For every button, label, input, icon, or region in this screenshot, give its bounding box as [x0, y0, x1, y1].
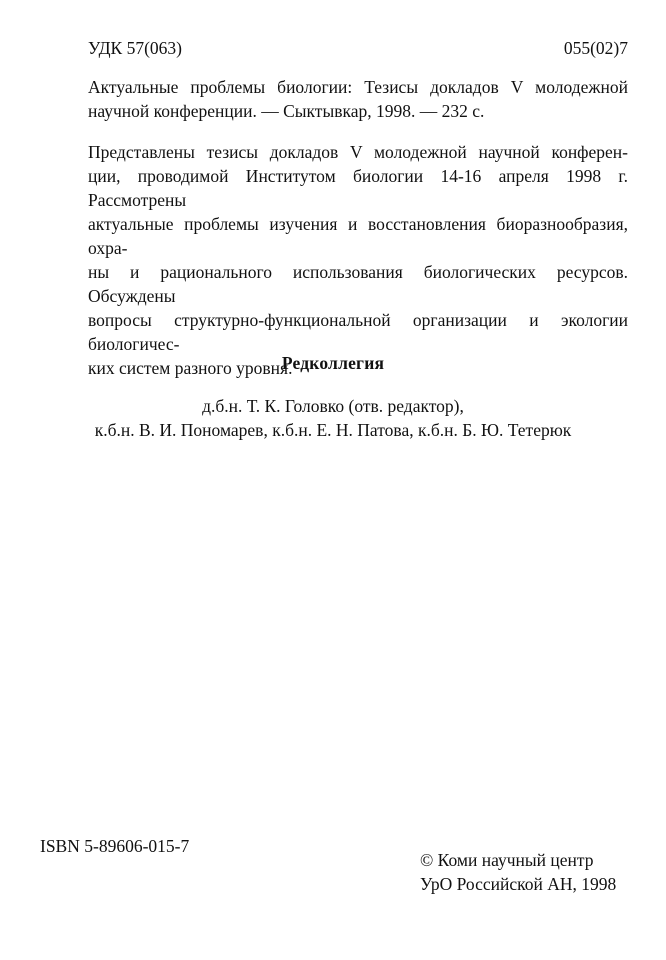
- annotation-line: ции, проводимой Институтом биологии 14-16 апреля 1998 г. Рассмотрены: [88, 166, 628, 210]
- library-classification-code: 055(02)7: [563, 38, 628, 58]
- editorial-board-chief: д.б.н. Т. К. Головко (отв. редактор),: [202, 396, 464, 416]
- annotation-paragraph: [88, 140, 628, 380]
- annotation-line: Представлены тезисы докладов V молодежной научной конферен-: [88, 142, 628, 162]
- annotation-line: ких систем разного уровня.: [88, 358, 293, 378]
- editorial-board-members: к.б.н. В. И. Пономарев, к.б.н. Е. Н. Патова, к.б.н. Б. Ю. Тетерюк: [94, 420, 572, 440]
- copyright-holder: © Коми научный центр: [420, 850, 594, 870]
- editorial-board-title: Редколлегия: [281, 353, 385, 373]
- annotation-line: актуальные проблемы изучения и восстановления биоразнообразия, охра-: [88, 214, 628, 258]
- bibliographic-line: научной конференции. — Сыктывкар, 1998. — 232 с.: [88, 101, 485, 121]
- annotation-line: вопросы структурно-функциональной организации и экологии биологичес-: [88, 310, 628, 354]
- copyright-organization-year: УрО Российской АН, 1998: [420, 874, 617, 894]
- bibliographic-line: Актуальные проблемы биологии: Тезисы докладов V молодежной: [88, 77, 628, 97]
- copyright-notice: [420, 848, 616, 896]
- udc-code: УДК 57(063): [88, 38, 183, 58]
- isbn: ISBN 5-89606-015-7: [40, 836, 190, 856]
- bibliographic-record: [88, 75, 628, 123]
- annotation-line: ны и рационального использования биологических ресурсов. Обсуждены: [88, 262, 628, 306]
